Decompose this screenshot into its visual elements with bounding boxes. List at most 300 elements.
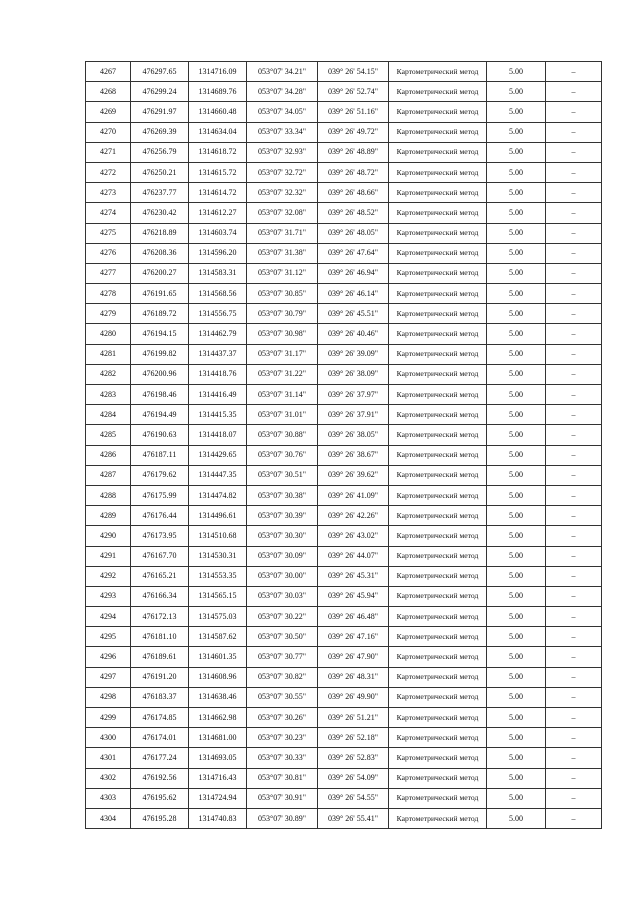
- point-number-cell: 4292: [86, 566, 131, 586]
- accuracy-cell: 5.00: [487, 546, 546, 566]
- method-cell: Картометрический метод: [389, 405, 487, 425]
- latitude-cell: 053°07' 30.39": [247, 506, 318, 526]
- longitude-cell: 039° 26' 38.67": [318, 445, 389, 465]
- note-cell: –: [546, 708, 602, 728]
- y-coordinate-cell: 1314614.72: [189, 183, 247, 203]
- latitude-cell: 053°07' 30.50": [247, 627, 318, 647]
- y-coordinate-cell: 1314603.74: [189, 223, 247, 243]
- longitude-cell: 039° 26' 54.15": [318, 62, 389, 82]
- table-row: [86, 748, 602, 768]
- note-cell: –: [546, 485, 602, 505]
- latitude-cell: 053°07' 30.09": [247, 546, 318, 566]
- point-number-cell: 4279: [86, 304, 131, 324]
- note-cell: –: [546, 445, 602, 465]
- accuracy-cell: 5.00: [487, 162, 546, 182]
- accuracy-cell: 5.00: [487, 647, 546, 667]
- method-cell: Картометрический метод: [389, 566, 487, 586]
- longitude-cell: 039° 26' 52.74": [318, 82, 389, 102]
- accuracy-cell: 5.00: [487, 445, 546, 465]
- point-number-cell: 4296: [86, 647, 131, 667]
- x-coordinate-cell: 476208.36: [131, 243, 189, 263]
- longitude-cell: 039° 26' 52.83": [318, 748, 389, 768]
- latitude-cell: 053°07' 34.05": [247, 102, 318, 122]
- method-cell: Картометрический метод: [389, 546, 487, 566]
- point-number-cell: 4302: [86, 768, 131, 788]
- latitude-cell: 053°07' 30.77": [247, 647, 318, 667]
- x-coordinate-cell: 476174.85: [131, 708, 189, 728]
- accuracy-cell: 5.00: [487, 627, 546, 647]
- longitude-cell: 039° 26' 37.91": [318, 405, 389, 425]
- longitude-cell: 039° 26' 48.66": [318, 183, 389, 203]
- method-cell: Картометрический метод: [389, 344, 487, 364]
- note-cell: –: [546, 243, 602, 263]
- y-coordinate-cell: 1314462.79: [189, 324, 247, 344]
- table-row: [86, 243, 602, 263]
- x-coordinate-cell: 476165.21: [131, 566, 189, 586]
- point-number-cell: 4299: [86, 708, 131, 728]
- method-cell: Картометрический метод: [389, 607, 487, 627]
- point-number-cell: 4277: [86, 263, 131, 283]
- longitude-cell: 039° 26' 52.18": [318, 728, 389, 748]
- table-row: [86, 607, 602, 627]
- x-coordinate-cell: 476256.79: [131, 142, 189, 162]
- accuracy-cell: 5.00: [487, 728, 546, 748]
- note-cell: –: [546, 324, 602, 344]
- table-row: [86, 284, 602, 304]
- y-coordinate-cell: 1314618.72: [189, 142, 247, 162]
- y-coordinate-cell: 1314437.37: [189, 344, 247, 364]
- accuracy-cell: 5.00: [487, 607, 546, 627]
- latitude-cell: 053°07' 30.38": [247, 485, 318, 505]
- accuracy-cell: 5.00: [487, 284, 546, 304]
- latitude-cell: 053°07' 31.22": [247, 364, 318, 384]
- method-cell: Картометрический метод: [389, 364, 487, 384]
- note-cell: –: [546, 627, 602, 647]
- y-coordinate-cell: 1314565.15: [189, 586, 247, 606]
- y-coordinate-cell: 1314447.35: [189, 465, 247, 485]
- note-cell: –: [546, 304, 602, 324]
- point-number-cell: 4269: [86, 102, 131, 122]
- y-coordinate-cell: 1314724.94: [189, 788, 247, 808]
- table-row: [86, 788, 602, 808]
- method-cell: Картометрический метод: [389, 708, 487, 728]
- method-cell: Картометрический метод: [389, 728, 487, 748]
- method-cell: Картометрический метод: [389, 647, 487, 667]
- y-coordinate-cell: 1314716.43: [189, 768, 247, 788]
- latitude-cell: 053°07' 31.38": [247, 243, 318, 263]
- table-row: [86, 566, 602, 586]
- x-coordinate-cell: 476183.37: [131, 687, 189, 707]
- latitude-cell: 053°07' 30.88": [247, 425, 318, 445]
- point-number-cell: 4280: [86, 324, 131, 344]
- table-row: [86, 62, 602, 82]
- y-coordinate-cell: 1314689.76: [189, 82, 247, 102]
- latitude-cell: 053°07' 30.33": [247, 748, 318, 768]
- method-cell: Картометрический метод: [389, 223, 487, 243]
- accuracy-cell: 5.00: [487, 243, 546, 263]
- point-number-cell: 4271: [86, 142, 131, 162]
- note-cell: –: [546, 748, 602, 768]
- latitude-cell: 053°07' 32.72": [247, 162, 318, 182]
- table-row: [86, 425, 602, 445]
- table-row: [86, 627, 602, 647]
- method-cell: Картометрический метод: [389, 304, 487, 324]
- table-row: [86, 506, 602, 526]
- note-cell: –: [546, 566, 602, 586]
- y-coordinate-cell: 1314587.62: [189, 627, 247, 647]
- y-coordinate-cell: 1314530.31: [189, 546, 247, 566]
- accuracy-cell: 5.00: [487, 102, 546, 122]
- method-cell: Картометрический метод: [389, 667, 487, 687]
- y-coordinate-cell: 1314612.27: [189, 203, 247, 223]
- table-row: [86, 344, 602, 364]
- longitude-cell: 039° 26' 45.94": [318, 586, 389, 606]
- latitude-cell: 053°07' 31.01": [247, 405, 318, 425]
- method-cell: Картометрический метод: [389, 808, 487, 828]
- latitude-cell: 053°07' 30.81": [247, 768, 318, 788]
- y-coordinate-cell: 1314418.07: [189, 425, 247, 445]
- point-number-cell: 4275: [86, 223, 131, 243]
- note-cell: –: [546, 263, 602, 283]
- accuracy-cell: 5.00: [487, 263, 546, 283]
- y-coordinate-cell: 1314568.56: [189, 284, 247, 304]
- method-cell: Картометрический метод: [389, 284, 487, 304]
- longitude-cell: 039° 26' 40.46": [318, 324, 389, 344]
- longitude-cell: 039° 26' 47.90": [318, 647, 389, 667]
- latitude-cell: 053°07' 30.26": [247, 708, 318, 728]
- point-number-cell: 4295: [86, 627, 131, 647]
- accuracy-cell: 5.00: [487, 788, 546, 808]
- longitude-cell: 039° 26' 37.97": [318, 385, 389, 405]
- method-cell: Картометрический метод: [389, 748, 487, 768]
- x-coordinate-cell: 476250.21: [131, 162, 189, 182]
- note-cell: –: [546, 405, 602, 425]
- table-row: [86, 102, 602, 122]
- accuracy-cell: 5.00: [487, 465, 546, 485]
- x-coordinate-cell: 476187.11: [131, 445, 189, 465]
- note-cell: –: [546, 82, 602, 102]
- method-cell: Картометрический метод: [389, 385, 487, 405]
- point-number-cell: 4297: [86, 667, 131, 687]
- note-cell: –: [546, 465, 602, 485]
- note-cell: –: [546, 344, 602, 364]
- x-coordinate-cell: 476297.65: [131, 62, 189, 82]
- y-coordinate-cell: 1314608.96: [189, 667, 247, 687]
- y-coordinate-cell: 1314638.46: [189, 687, 247, 707]
- latitude-cell: 053°07' 30.03": [247, 586, 318, 606]
- accuracy-cell: 5.00: [487, 142, 546, 162]
- accuracy-cell: 5.00: [487, 122, 546, 142]
- latitude-cell: 053°07' 30.00": [247, 566, 318, 586]
- point-number-cell: 4288: [86, 485, 131, 505]
- longitude-cell: 039° 26' 48.89": [318, 142, 389, 162]
- x-coordinate-cell: 476218.89: [131, 223, 189, 243]
- method-cell: Картометрический метод: [389, 788, 487, 808]
- x-coordinate-cell: 476189.72: [131, 304, 189, 324]
- method-cell: Картометрический метод: [389, 122, 487, 142]
- y-coordinate-cell: 1314496.61: [189, 506, 247, 526]
- accuracy-cell: 5.00: [487, 667, 546, 687]
- y-coordinate-cell: 1314740.83: [189, 808, 247, 828]
- table-row: [86, 768, 602, 788]
- point-number-cell: 4273: [86, 183, 131, 203]
- point-number-cell: 4274: [86, 203, 131, 223]
- note-cell: –: [546, 526, 602, 546]
- table-row: [86, 223, 602, 243]
- point-number-cell: 4285: [86, 425, 131, 445]
- note-cell: –: [546, 162, 602, 182]
- y-coordinate-cell: 1314601.35: [189, 647, 247, 667]
- table-row: [86, 162, 602, 182]
- method-cell: Картометрический метод: [389, 203, 487, 223]
- note-cell: –: [546, 183, 602, 203]
- table-row: [86, 445, 602, 465]
- x-coordinate-cell: 476191.65: [131, 284, 189, 304]
- x-coordinate-cell: 476195.28: [131, 808, 189, 828]
- table-row: [86, 405, 602, 425]
- longitude-cell: 039° 26' 39.62": [318, 465, 389, 485]
- x-coordinate-cell: 476192.56: [131, 768, 189, 788]
- accuracy-cell: 5.00: [487, 304, 546, 324]
- method-cell: Картометрический метод: [389, 465, 487, 485]
- y-coordinate-cell: 1314575.03: [189, 607, 247, 627]
- longitude-cell: 039° 26' 49.90": [318, 687, 389, 707]
- latitude-cell: 053°07' 30.51": [247, 465, 318, 485]
- note-cell: –: [546, 506, 602, 526]
- point-number-cell: 4278: [86, 284, 131, 304]
- x-coordinate-cell: 476194.49: [131, 405, 189, 425]
- table-row: [86, 687, 602, 707]
- x-coordinate-cell: 476200.27: [131, 263, 189, 283]
- accuracy-cell: 5.00: [487, 506, 546, 526]
- table-row: [86, 385, 602, 405]
- latitude-cell: 053°07' 30.85": [247, 284, 318, 304]
- longitude-cell: 039° 26' 54.55": [318, 788, 389, 808]
- y-coordinate-cell: 1314416.49: [189, 385, 247, 405]
- latitude-cell: 053°07' 32.32": [247, 183, 318, 203]
- latitude-cell: 053°07' 34.28": [247, 82, 318, 102]
- y-coordinate-cell: 1314693.05: [189, 748, 247, 768]
- x-coordinate-cell: 476191.20: [131, 667, 189, 687]
- longitude-cell: 039° 26' 51.16": [318, 102, 389, 122]
- method-cell: Картометрический метод: [389, 627, 487, 647]
- table-row: [86, 364, 602, 384]
- longitude-cell: 039° 26' 46.48": [318, 607, 389, 627]
- point-number-cell: 4301: [86, 748, 131, 768]
- method-cell: Картометрический метод: [389, 162, 487, 182]
- point-number-cell: 4304: [86, 808, 131, 828]
- accuracy-cell: 5.00: [487, 566, 546, 586]
- y-coordinate-cell: 1314662.98: [189, 708, 247, 728]
- accuracy-cell: 5.00: [487, 324, 546, 344]
- note-cell: –: [546, 223, 602, 243]
- y-coordinate-cell: 1314510.68: [189, 526, 247, 546]
- accuracy-cell: 5.00: [487, 425, 546, 445]
- latitude-cell: 053°07' 30.98": [247, 324, 318, 344]
- table-row: [86, 142, 602, 162]
- y-coordinate-cell: 1314596.20: [189, 243, 247, 263]
- x-coordinate-cell: 476174.01: [131, 728, 189, 748]
- point-number-cell: 4284: [86, 405, 131, 425]
- accuracy-cell: 5.00: [487, 586, 546, 606]
- note-cell: –: [546, 667, 602, 687]
- x-coordinate-cell: 476299.24: [131, 82, 189, 102]
- point-number-cell: 4283: [86, 385, 131, 405]
- point-number-cell: 4289: [86, 506, 131, 526]
- point-number-cell: 4303: [86, 788, 131, 808]
- latitude-cell: 053°07' 30.79": [247, 304, 318, 324]
- table-row: [86, 586, 602, 606]
- x-coordinate-cell: 476181.10: [131, 627, 189, 647]
- table-row: [86, 304, 602, 324]
- x-coordinate-cell: 476199.82: [131, 344, 189, 364]
- table-row: [86, 808, 602, 828]
- y-coordinate-cell: 1314681.00: [189, 728, 247, 748]
- latitude-cell: 053°07' 30.30": [247, 526, 318, 546]
- longitude-cell: 039° 26' 45.51": [318, 304, 389, 324]
- table-row: [86, 526, 602, 546]
- longitude-cell: 039° 26' 39.09": [318, 344, 389, 364]
- x-coordinate-cell: 476176.44: [131, 506, 189, 526]
- y-coordinate-cell: 1314583.31: [189, 263, 247, 283]
- point-number-cell: 4287: [86, 465, 131, 485]
- table-row: [86, 647, 602, 667]
- latitude-cell: 053°07' 31.12": [247, 263, 318, 283]
- latitude-cell: 053°07' 33.34": [247, 122, 318, 142]
- note-cell: –: [546, 142, 602, 162]
- y-coordinate-cell: 1314634.04: [189, 122, 247, 142]
- table-row: [86, 546, 602, 566]
- latitude-cell: 053°07' 31.71": [247, 223, 318, 243]
- table-row: [86, 122, 602, 142]
- accuracy-cell: 5.00: [487, 344, 546, 364]
- latitude-cell: 053°07' 30.91": [247, 788, 318, 808]
- method-cell: Картометрический метод: [389, 263, 487, 283]
- longitude-cell: 039° 26' 48.72": [318, 162, 389, 182]
- point-number-cell: 4282: [86, 364, 131, 384]
- point-number-cell: 4300: [86, 728, 131, 748]
- table-row: [86, 485, 602, 505]
- longitude-cell: 039° 26' 46.94": [318, 263, 389, 283]
- longitude-cell: 039° 26' 38.09": [318, 364, 389, 384]
- accuracy-cell: 5.00: [487, 768, 546, 788]
- method-cell: Картометрический метод: [389, 243, 487, 263]
- longitude-cell: 039° 26' 48.05": [318, 223, 389, 243]
- note-cell: –: [546, 607, 602, 627]
- x-coordinate-cell: 476195.62: [131, 788, 189, 808]
- point-number-cell: 4268: [86, 82, 131, 102]
- longitude-cell: 039° 26' 43.02": [318, 526, 389, 546]
- longitude-cell: 039° 26' 46.14": [318, 284, 389, 304]
- method-cell: Картометрический метод: [389, 586, 487, 606]
- y-coordinate-cell: 1314418.76: [189, 364, 247, 384]
- method-cell: Картометрический метод: [389, 425, 487, 445]
- y-coordinate-cell: 1314553.35: [189, 566, 247, 586]
- y-coordinate-cell: 1314474.82: [189, 485, 247, 505]
- x-coordinate-cell: 476179.62: [131, 465, 189, 485]
- longitude-cell: 039° 26' 48.52": [318, 203, 389, 223]
- longitude-cell: 039° 26' 49.72": [318, 122, 389, 142]
- note-cell: –: [546, 364, 602, 384]
- note-cell: –: [546, 788, 602, 808]
- note-cell: –: [546, 808, 602, 828]
- longitude-cell: 039° 26' 45.31": [318, 566, 389, 586]
- y-coordinate-cell: 1314556.75: [189, 304, 247, 324]
- latitude-cell: 053°07' 30.23": [247, 728, 318, 748]
- note-cell: –: [546, 687, 602, 707]
- point-number-cell: 4294: [86, 607, 131, 627]
- y-coordinate-cell: 1314660.48: [189, 102, 247, 122]
- x-coordinate-cell: 476194.15: [131, 324, 189, 344]
- accuracy-cell: 5.00: [487, 687, 546, 707]
- latitude-cell: 053°07' 32.93": [247, 142, 318, 162]
- point-number-cell: 4281: [86, 344, 131, 364]
- accuracy-cell: 5.00: [487, 405, 546, 425]
- accuracy-cell: 5.00: [487, 183, 546, 203]
- note-cell: –: [546, 728, 602, 748]
- table-row: [86, 183, 602, 203]
- accuracy-cell: 5.00: [487, 708, 546, 728]
- method-cell: Картометрический метод: [389, 485, 487, 505]
- point-number-cell: 4291: [86, 546, 131, 566]
- coordinates-table: [85, 61, 602, 829]
- note-cell: –: [546, 385, 602, 405]
- table-row: [86, 728, 602, 748]
- longitude-cell: 039° 26' 47.16": [318, 627, 389, 647]
- method-cell: Картометрический метод: [389, 324, 487, 344]
- x-coordinate-cell: 476198.46: [131, 385, 189, 405]
- accuracy-cell: 5.00: [487, 203, 546, 223]
- latitude-cell: 053°07' 30.89": [247, 808, 318, 828]
- table-row: [86, 263, 602, 283]
- latitude-cell: 053°07' 30.55": [247, 687, 318, 707]
- accuracy-cell: 5.00: [487, 223, 546, 243]
- x-coordinate-cell: 476173.95: [131, 526, 189, 546]
- x-coordinate-cell: 476177.24: [131, 748, 189, 768]
- longitude-cell: 039° 26' 42.26": [318, 506, 389, 526]
- point-number-cell: 4298: [86, 687, 131, 707]
- longitude-cell: 039° 26' 44.07": [318, 546, 389, 566]
- point-number-cell: 4272: [86, 162, 131, 182]
- table-row: [86, 203, 602, 223]
- x-coordinate-cell: 476175.99: [131, 485, 189, 505]
- note-cell: –: [546, 768, 602, 788]
- note-cell: –: [546, 546, 602, 566]
- method-cell: Картометрический метод: [389, 526, 487, 546]
- method-cell: Картометрический метод: [389, 445, 487, 465]
- method-cell: Картометрический метод: [389, 102, 487, 122]
- table-row: [86, 324, 602, 344]
- longitude-cell: 039° 26' 47.64": [318, 243, 389, 263]
- table-row: [86, 667, 602, 687]
- x-coordinate-cell: 476189.61: [131, 647, 189, 667]
- point-number-cell: 4286: [86, 445, 131, 465]
- y-coordinate-cell: 1314716.09: [189, 62, 247, 82]
- x-coordinate-cell: 476190.63: [131, 425, 189, 445]
- accuracy-cell: 5.00: [487, 364, 546, 384]
- table-row: [86, 465, 602, 485]
- x-coordinate-cell: 476167.70: [131, 546, 189, 566]
- latitude-cell: 053°07' 30.82": [247, 667, 318, 687]
- accuracy-cell: 5.00: [487, 808, 546, 828]
- x-coordinate-cell: 476291.97: [131, 102, 189, 122]
- note-cell: –: [546, 203, 602, 223]
- latitude-cell: 053°07' 32.08": [247, 203, 318, 223]
- accuracy-cell: 5.00: [487, 385, 546, 405]
- longitude-cell: 039° 26' 41.09": [318, 485, 389, 505]
- method-cell: Картометрический метод: [389, 506, 487, 526]
- point-number-cell: 4293: [86, 586, 131, 606]
